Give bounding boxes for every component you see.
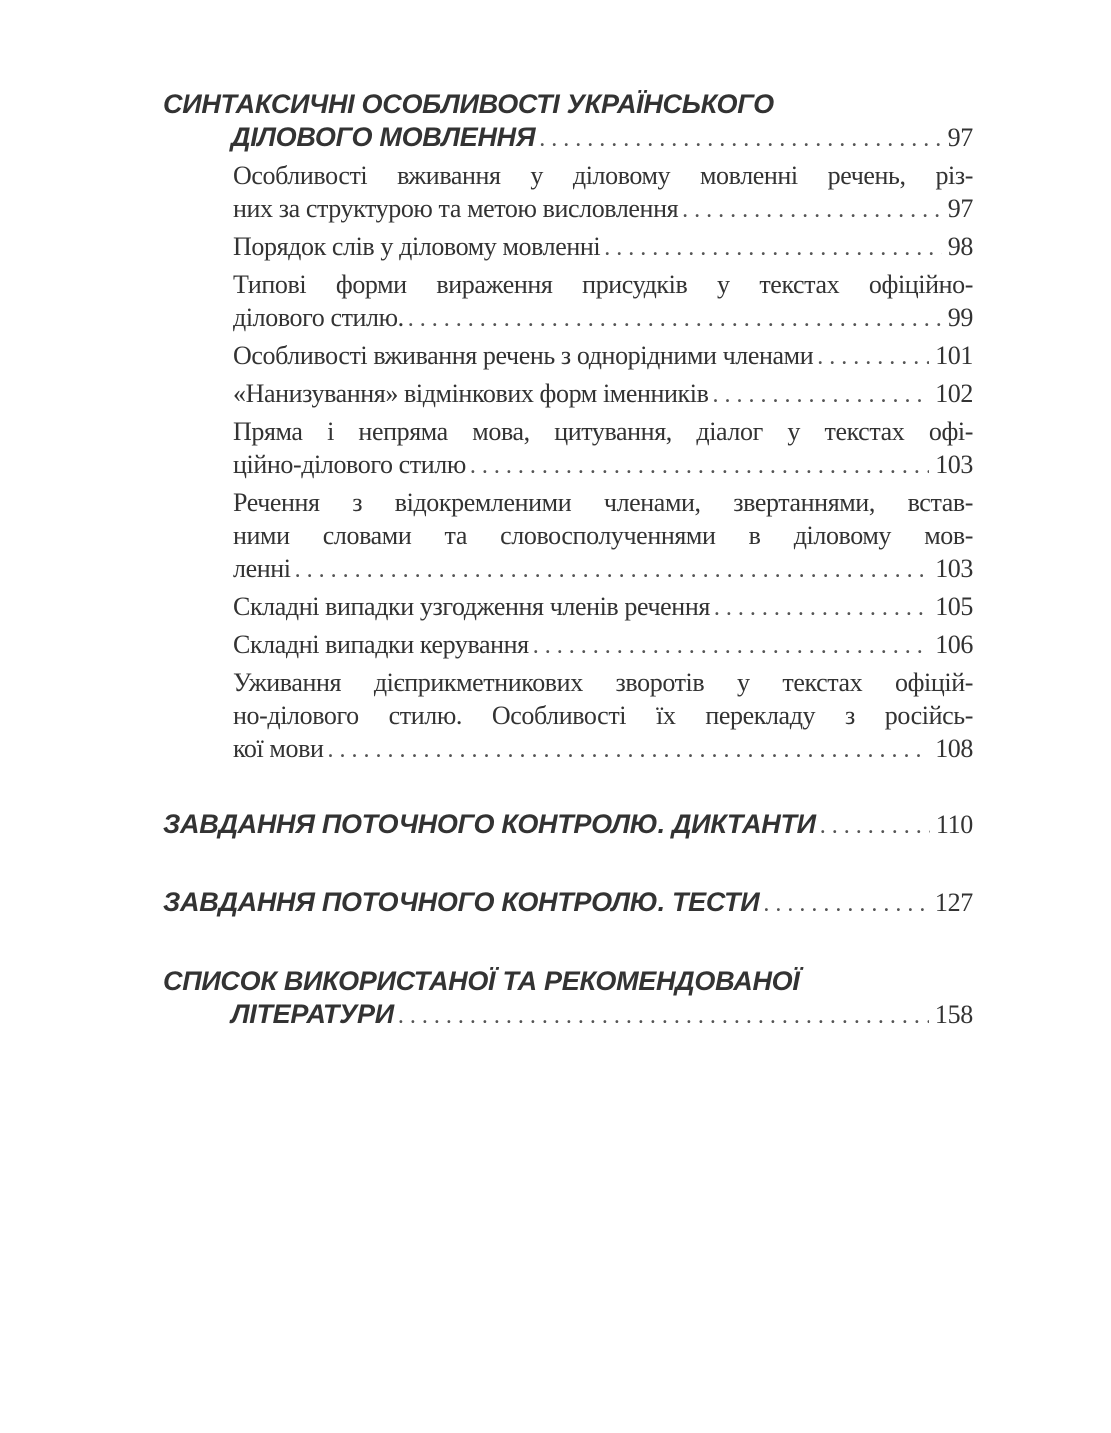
toc-section-tests [163, 886, 973, 921]
entry-leader-row [233, 192, 973, 227]
entry-line: Уживання дієприкметникових зворотів у текстах офіцій- [233, 668, 973, 697]
heading-leader-row [163, 886, 973, 921]
toc-entry[interactable] [233, 268, 973, 336]
toc-entry[interactable] [233, 377, 973, 412]
entry-label: Порядок слів у діловому мовленні [233, 232, 601, 261]
toc-section-dictations [163, 808, 973, 843]
toc-section-syntax [163, 88, 973, 767]
entry-leader-row [233, 377, 973, 412]
dot-leader [533, 630, 929, 663]
page-number: 102 [935, 379, 973, 408]
section-heading[interactable] [163, 808, 973, 843]
entry-leader-row [233, 628, 973, 663]
dot-leader [295, 554, 930, 587]
page-number: 101 [935, 341, 973, 370]
heading-line: ДІЛОВОГО МОВЛЕННЯ [231, 122, 536, 152]
page-number: 127 [934, 888, 973, 917]
dot-leader [327, 734, 929, 767]
heading-leader-row [163, 998, 973, 1033]
toc-entry[interactable] [233, 415, 973, 483]
entry-line: но-ділового стилю. Особливості їх перекладу з російсь- [233, 701, 973, 730]
toc-section-references [163, 965, 973, 1033]
entry-label: ленні [233, 554, 291, 583]
page-number: 108 [935, 734, 973, 763]
dot-leader [712, 379, 929, 412]
toc-entries [163, 159, 973, 767]
entry-line: Особливості вживання у діловому мовленні речень, різ- [233, 161, 973, 190]
page-number: 103 [935, 554, 973, 583]
heading-line: СИНТАКСИЧНІ ОСОБЛИВОСТІ УКРАЇНСЬКОГО [163, 89, 774, 119]
dot-leader [539, 123, 941, 156]
dot-leader [682, 194, 942, 227]
page-number: 97 [947, 123, 973, 152]
entry-leader-row [233, 732, 973, 767]
entry-leader-row [233, 552, 973, 587]
heading-leader-row [163, 808, 973, 843]
entry-label: ділового стилю. [233, 303, 404, 332]
entry-label: Складні випадки узгодження членів речення [233, 592, 710, 621]
toc-entry[interactable] [233, 486, 973, 587]
entry-label: «Нанизування» відмінкових форм іменників [233, 379, 709, 408]
dot-leader [398, 1000, 929, 1033]
toc-entry[interactable] [233, 159, 973, 227]
section-heading[interactable] [163, 886, 973, 921]
page-number: 97 [947, 194, 973, 223]
toc-entry[interactable] [233, 628, 973, 663]
heading-line: ЗАВДАННЯ ПОТОЧНОГО КОНТРОЛЮ. ТЕСТИ [163, 887, 760, 917]
entry-label: них за структурою та метою висловлення [233, 194, 679, 223]
dot-leader [820, 810, 930, 843]
entry-leader-row [233, 339, 973, 374]
page-number: 99 [947, 303, 973, 332]
toc-entry[interactable] [233, 339, 973, 374]
entry-label: Складні випадки керування [233, 630, 529, 659]
entry-line: ними словами та словосполученнями в діловому мов- [233, 521, 973, 550]
entry-leader-row [233, 230, 973, 265]
entry-label: ційно-ділового стилю [233, 450, 466, 479]
dot-leader [763, 888, 929, 921]
page-number: 98 [947, 232, 973, 261]
section-heading[interactable] [163, 88, 973, 156]
toc-entry[interactable] [233, 666, 973, 767]
dot-leader [408, 303, 942, 336]
heading-line: ЗАВДАННЯ ПОТОЧНОГО КОНТРОЛЮ. ДИКТАНТИ [163, 809, 816, 839]
dot-leader [604, 232, 942, 265]
table-of-contents [163, 88, 973, 1033]
toc-entry[interactable] [233, 590, 973, 625]
dot-leader [714, 592, 929, 625]
page-number: 103 [935, 450, 973, 479]
heading-leader-row [163, 121, 973, 156]
entry-leader-row [233, 301, 973, 336]
page-number: 110 [935, 810, 973, 839]
entry-label: Особливості вживання речень з однорідними членами [233, 341, 814, 370]
page-number: 105 [935, 592, 973, 621]
entry-line: Типові форми вираження присудків у текстах офіційно- [233, 270, 973, 299]
entry-leader-row [233, 448, 973, 483]
entry-leader-row [233, 590, 973, 625]
dot-leader [470, 450, 929, 483]
heading-line: ЛІТЕРАТУРИ [231, 999, 394, 1029]
entry-line: Пряма і непряма мова, цитування, діалог у текстах офі- [233, 417, 973, 446]
dot-leader [817, 341, 929, 374]
page-number: 158 [934, 1000, 973, 1029]
heading-line: СПИСОК ВИКОРИСТАНОЇ ТА РЕКОМЕНДОВАНОЇ [163, 966, 800, 996]
section-heading[interactable] [163, 965, 973, 1033]
toc-entry[interactable] [233, 230, 973, 265]
entry-label: кої мови [233, 734, 324, 763]
page-number: 106 [935, 630, 973, 659]
entry-line: Речення з відокремленими членами, звертаннями, встав- [233, 488, 973, 517]
